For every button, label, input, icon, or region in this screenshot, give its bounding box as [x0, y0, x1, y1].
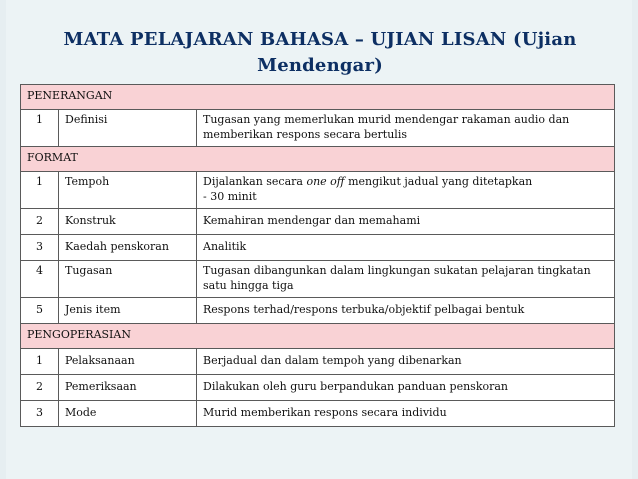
table-row [21, 235, 615, 261]
row-number: 1 [21, 110, 59, 147]
row-description: Tugasan dibangunkan dalam lingkungan sukatan pelajaran tingkatan satu hingga tiga [197, 261, 615, 298]
row-description: Tugasan yang memerlukan murid mendengar rakaman audio dan memberikan respons secara bertulis [197, 110, 615, 147]
desc-duration: - 30 minit [203, 190, 257, 203]
row-description: Murid memberikan respons secara individu [197, 401, 615, 427]
row-description: Analitik [197, 235, 615, 261]
row-description: Dilakukan oleh guru berpandukan panduan penskoran [197, 375, 615, 401]
table-row [21, 209, 615, 235]
table-row [21, 349, 615, 375]
row-number: 2 [21, 209, 59, 235]
right-border [632, 0, 638, 479]
table-row [21, 401, 615, 427]
row-description: Kemahiran mendengar dan memahami [197, 209, 615, 235]
row-aspect: Definisi [59, 110, 197, 147]
table-row [21, 298, 615, 324]
desc-italic-text: one off [306, 175, 345, 188]
row-number: 1 [21, 349, 59, 375]
row-aspect: Pelaksanaan [59, 349, 197, 375]
desc-text: mengikut jadual yang ditetapkan [344, 175, 533, 188]
table-row [21, 110, 615, 147]
row-aspect: Tugasan [59, 261, 197, 298]
section-heading: PENGOPERASIAN [21, 324, 615, 349]
desc-text: Dijalankan secara [203, 175, 307, 188]
section-header-format [21, 147, 615, 172]
section-header-pengoperasian [21, 324, 615, 349]
row-number: 5 [21, 298, 59, 324]
section-header-penerangan [21, 85, 615, 110]
row-description [197, 172, 615, 209]
section-heading: PENERANGAN [21, 85, 615, 110]
table-row [21, 375, 615, 401]
slide-title: MATA PELAJARAN BAHASA – UJIAN LISAN (Ujian Mendengar) [63, 29, 577, 76]
row-aspect: Mode [59, 401, 197, 427]
row-description: Berjadual dan dalam tempoh yang dibenarkan [197, 349, 615, 375]
row-description: Respons terhad/respons terbuka/objektif pelbagai bentuk [197, 298, 615, 324]
table-row [21, 172, 615, 209]
row-number: 1 [21, 172, 59, 209]
left-border [0, 0, 6, 479]
section-heading: FORMAT [21, 147, 615, 172]
row-aspect: Kaedah penskoran [59, 235, 197, 261]
row-aspect: Jenis item [59, 298, 197, 324]
row-number: 2 [21, 375, 59, 401]
row-aspect: Konstruk [59, 209, 197, 235]
row-number: 3 [21, 401, 59, 427]
table-row [21, 261, 615, 298]
row-number: 3 [21, 235, 59, 261]
row-aspect: Pemeriksaan [59, 375, 197, 401]
row-aspect: Tempoh [59, 172, 197, 209]
specification-table [20, 84, 615, 427]
row-number: 4 [21, 261, 59, 298]
